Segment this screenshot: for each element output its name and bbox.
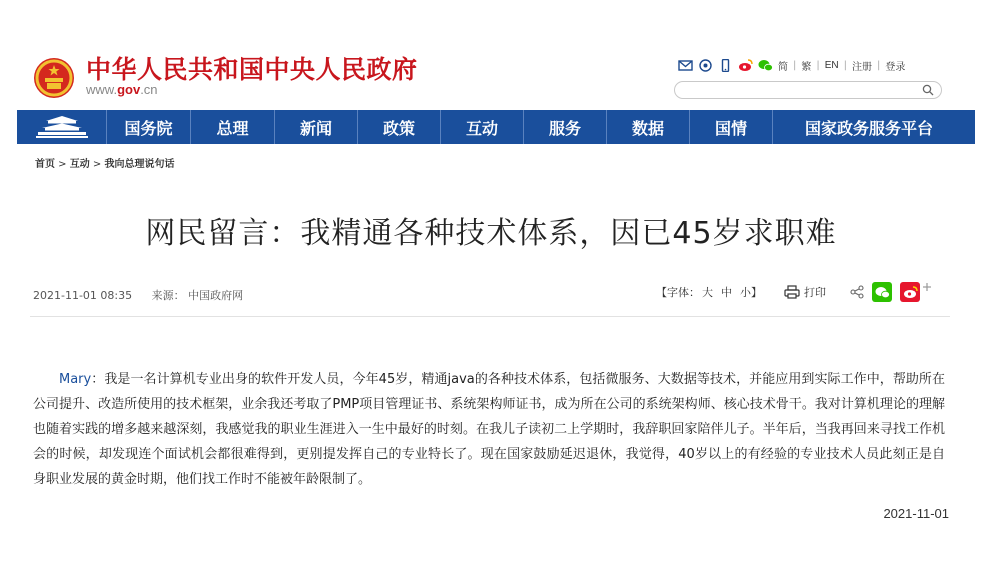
article-body-text: ：我是一名计算机专业出身的软件开发人员，今年45岁，精通java的各种技术体系，包括微服务、大数据等技术，并能应用到实际工作中，帮助所在公司提升、改造所使用的技术框架，业余我还考取了PMP项目管理证书、系统架构师证书，成为所在公司的系统架构师、核心技术骨干。我对计算机理论的理解也随着实践的增多越来越深刻，我感觉我的职业生涯进入一生中最好的时刻。在我儿子读初二上学期时，我辞职回家陪伴儿子。半年后，当我再回来寻找工作机会的时候，却发现连个面试机会都很难得到，更别提发挥自己的专业特长了。现在国家鼓励延迟退休，我觉得，40岁以上的有经验的专业技术人员此刻正是自身职业发展的黄金时期，他们找工作时不能被年龄限制了。: [33, 372, 945, 487]
article-meta: [33, 287, 243, 303]
search-input[interactable]: [674, 81, 942, 99]
nav-item-state-council[interactable]: 国务院: [107, 110, 191, 144]
breadcrumb-current[interactable]: 我向总理说句话: [104, 159, 175, 170]
article-tools: [656, 282, 932, 302]
share-weibo-button[interactable]: [900, 282, 920, 302]
font-size-small[interactable]: 小】: [740, 286, 762, 299]
nav-item-news[interactable]: 新闻: [275, 110, 358, 144]
article-author: Mary: [59, 372, 92, 387]
weibo-icon[interactable]: [738, 59, 753, 72]
font-size-label: 【字体：: [656, 286, 700, 299]
nav-item-services[interactable]: 服务: [524, 110, 607, 144]
article-title: 网民留言：我精通各种技术体系，因已45岁求职难: [145, 216, 837, 251]
source-label: 来源：: [151, 289, 185, 302]
link-separator: |: [816, 60, 820, 71]
font-size-large[interactable]: 大: [702, 286, 713, 299]
share-icon[interactable]: [850, 285, 864, 299]
weibo-icon: [903, 286, 918, 299]
breadcrumb-interaction[interactable]: 互动: [69, 159, 90, 170]
article-body: [33, 367, 945, 492]
site-url[interactable]: [86, 82, 158, 97]
site-url-prefix: www.: [86, 82, 118, 97]
site-url-domain: gov: [117, 82, 141, 97]
mobile-icon[interactable]: [718, 59, 733, 72]
article-source: 中国政府网: [188, 289, 244, 302]
wechat-icon: [875, 286, 890, 299]
link-separator: |: [843, 60, 848, 71]
mail-icon[interactable]: [678, 59, 693, 72]
weibo-circle-icon[interactable]: [698, 59, 713, 72]
link-login[interactable]: 登录: [885, 62, 906, 73]
plus-icon[interactable]: [922, 282, 932, 292]
tiananmen-icon: [32, 115, 92, 139]
nav-item-service-platform[interactable]: 国家政务服务平台: [804, 118, 933, 138]
article-datetime: 2021-11-01 08:35: [33, 289, 133, 302]
link-register[interactable]: 注册: [852, 62, 873, 73]
link-separator: |: [877, 60, 881, 71]
link-separator: |: [793, 60, 797, 71]
link-traditional[interactable]: 繁: [801, 62, 812, 73]
main-nav: [17, 110, 975, 144]
wechat-icon[interactable]: [758, 59, 773, 72]
breadcrumb-separator: >: [55, 159, 70, 170]
site-url-suffix: .cn: [140, 82, 158, 97]
nav-home[interactable]: [17, 110, 107, 144]
breadcrumb: [35, 155, 175, 170]
nav-item-interaction[interactable]: 互动: [441, 110, 524, 144]
breadcrumb-home[interactable]: 首页: [35, 159, 55, 170]
nav-item-data[interactable]: 数据: [607, 110, 690, 144]
print-link[interactable]: 打印: [804, 286, 826, 299]
nav-item-policy[interactable]: 政策: [358, 110, 441, 144]
share-wechat-button[interactable]: [872, 282, 892, 302]
nav-item-premier[interactable]: 总理: [191, 110, 275, 144]
breadcrumb-separator: >: [89, 159, 105, 170]
site-title[interactable]: 中华人民共和国中央人民政府: [86, 55, 418, 84]
national-emblem-icon[interactable]: [32, 56, 76, 100]
link-english[interactable]: EN: [824, 60, 839, 71]
top-links: [678, 58, 905, 73]
meta-divider: [30, 316, 950, 317]
printer-icon[interactable]: [784, 285, 800, 299]
site-header: [0, 0, 982, 110]
article-footer-date: 2021-11-01: [883, 506, 949, 521]
search-icon[interactable]: [922, 84, 934, 96]
font-size-medium[interactable]: 中: [721, 286, 732, 299]
nav-item-national-info[interactable]: 国情: [690, 110, 773, 144]
link-simplified[interactable]: 简: [778, 62, 788, 73]
